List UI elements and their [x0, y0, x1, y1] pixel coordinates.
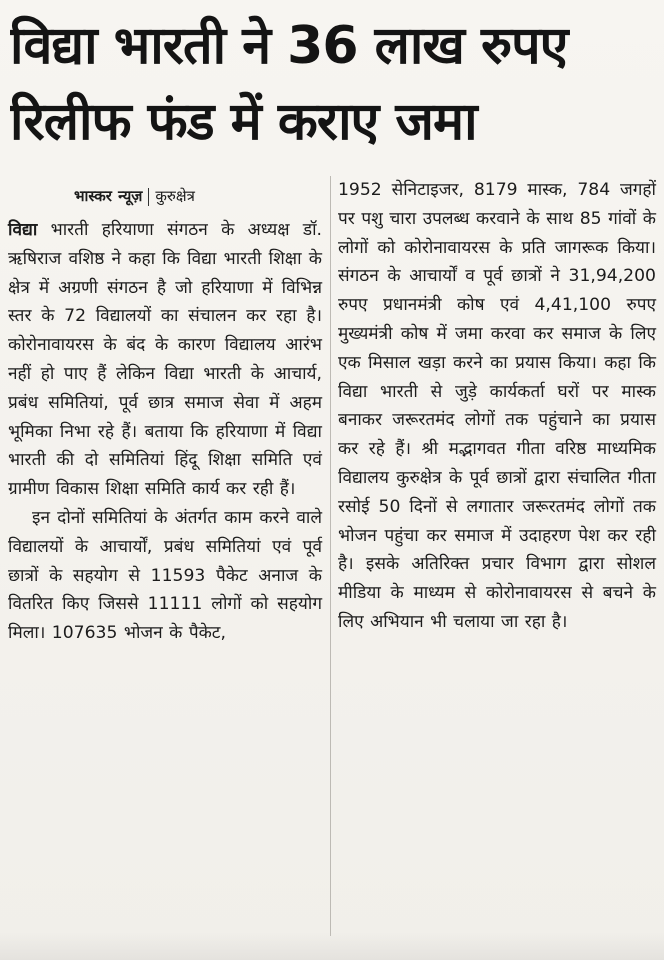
dateline-city: कुरुक्षेत्र — [155, 187, 195, 205]
headline-line-2: रिलीफ फंड में कराए जमा — [10, 92, 477, 152]
headline-line-1: विद्या भारती ने 36 लाख रुपए — [10, 16, 568, 76]
column-divider — [330, 176, 331, 936]
article-column-left — [8, 176, 322, 648]
headline — [10, 10, 656, 162]
dateline-separator — [148, 188, 149, 206]
dateline — [8, 176, 322, 216]
paragraph-2: इन दोनों समितियां के अंतर्गत काम करने वाले विद्यालयों के आचार्यों, प्रबंध समितियां एवं पूर्व छात्रों के सहयोग से 11593 पैकेट अनाज के वितरित किए जिससे 11111 लोगों को सहयोग मिला। 107635 भोजन के पैकेट, — [8, 507, 322, 644]
dateline-bureau: भास्कर न्यूज़ — [74, 187, 143, 205]
paragraph-2-continued: 1952 सेनिटाइजर, 8179 मास्क, 784 जगहों पर पशु चारा उपलब्ध करवाने के साथ 85 गांवों के लोगों को कोरोनावायरस के प्रति जागरूक किया। संगठन के आचार्यों व पूर्व छात्रों ने 31,94,200 रुपए प्रधानमंत्री कोष एवं 4,41,100 रुपए मुख्यमंत्री कोष में जमा करवा कर समाज के लिए एक मिसाल खड़ा करने का प्रयास किया। कहा कि विद्या भारती से जुड़े कार्यकर्ता घरों पर मास्क बनाकर जरूरतमंद लोगों तक पहुंचाने का प्रयास कर रहे हैं। श्री मद्भागवत गीता वरिष्ठ माध्यमिक विद्यालय कुरुक्षेत्र के पूर्व छात्रों द्वारा संचालित गीता रसोई 50 दिनों से लगातार जरूरतमंद लोगों तक भोजन पहुंचा कर समाज में उदाहरण पेश कर रही है। इसके अतिरिक्त प्रचार विभाग द्वारा सोशल मीडिया के माध्यम से कोरोनावायरस से बचने के लिए अभियान भी चलाया जा रहा है। — [338, 180, 656, 632]
page-bottom-shadow — [0, 932, 664, 960]
paragraph-1-text: भारती हरियाणा संगठन के अध्यक्ष डॉ. ऋषिराज वशिष्ठ ने कहा कि विद्या भारती शिक्षा के क्षेत्र में अग्रणी संगठन है जो हरियाणा में विभिन्न स्तर के 72 विद्यालयों का संचालन कर रहा है। कोरोनावायरस के बंद के कारण विद्यालय आरंभ नहीं हो पाए हैं लेकिन विद्या भारती के आचार्य, प्रबंध समितियां, पूर्व छात्र समाज सेवा में अहम भूमिका निभा रहे हैं। बताया कि हरियाणा में विद्या भारती की दो समितियां हिंदू शिक्षा समिति एवं ग्रामीण विकास शिक्षा समिति कार्य कर रही हैं। — [8, 220, 322, 500]
article-column-right — [338, 176, 656, 637]
lead-word: विद्या — [8, 220, 38, 240]
paragraph-1 — [8, 216, 322, 504]
